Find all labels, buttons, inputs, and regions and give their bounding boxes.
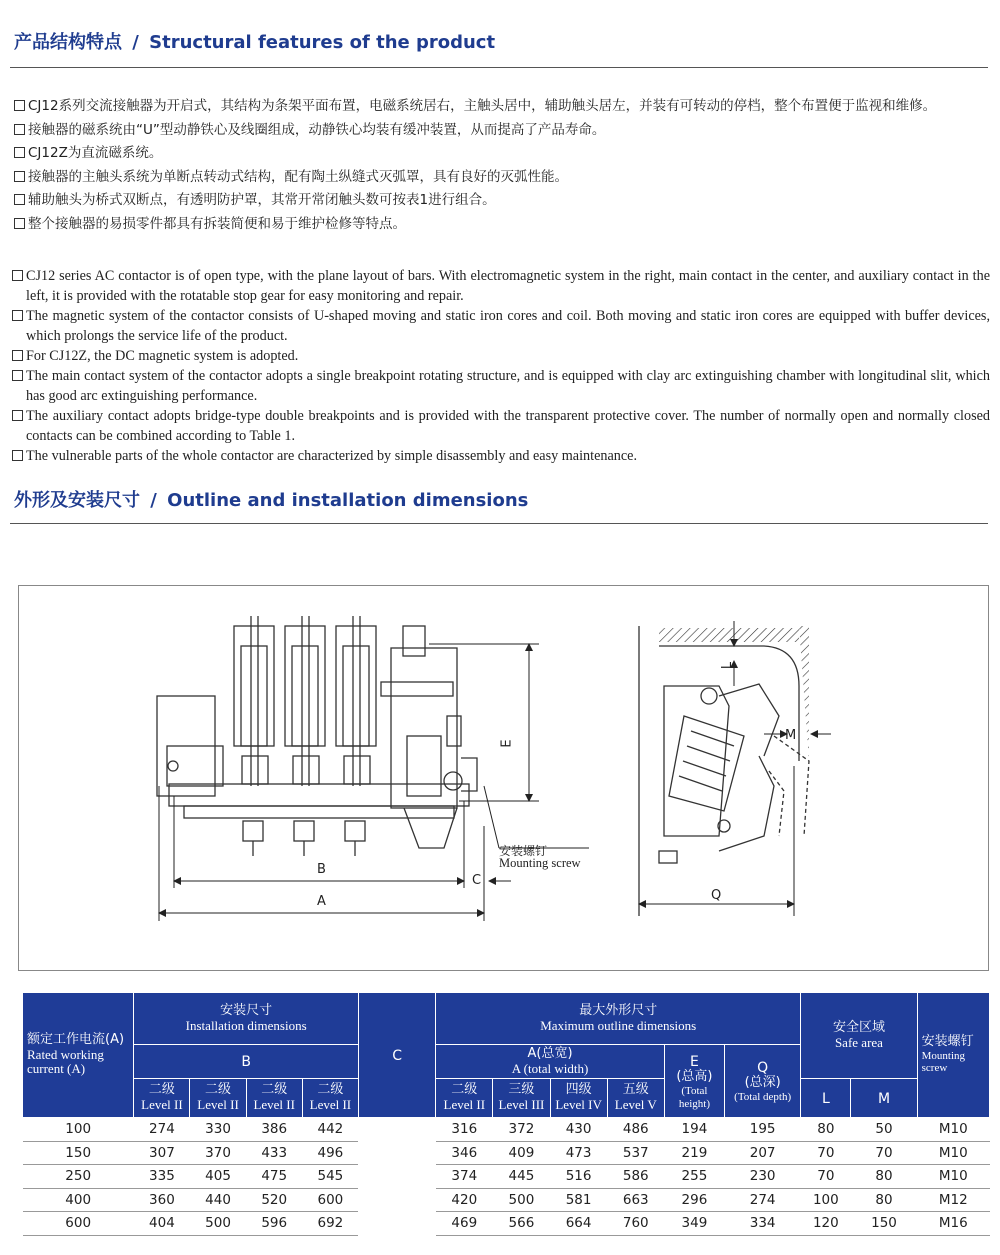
header-safe-area: 安全区域 Safe area [801, 993, 917, 1079]
dimension-label-M: M [785, 728, 797, 743]
table-cell-a1: 469 [436, 1212, 493, 1236]
table-cell-b2: 440 [190, 1188, 246, 1212]
list-item: The magnetic system of the contactor consists of U-shaped moving and static iron cores and coil. Both moving and static iron cores are equipped with buffer devices, which prolongs the service life of the product. [12, 306, 990, 346]
table-cell-m: 80 [851, 1165, 917, 1189]
header-level: 二级 Level II [246, 1079, 302, 1118]
table-cell-a4: 760 [607, 1212, 664, 1236]
header-level: 二级 Level II [134, 1079, 190, 1118]
features-cn-list [14, 95, 992, 236]
list-item: CJ12 series AC contactor is of open type, with the plane layout of bars. With electromagnetic system in the right, main contact in the center, and auxiliary contact in the left, it is provided with the rotatable stop gear for easy monitoring and repair. [12, 266, 990, 306]
list-item: The main contact system of the contactor adopts a single breakpoint rotating structure, and is equipped with clay arc extinguishing chamber with longitudinal slit, which has good arc extinguishing performance. [12, 366, 990, 406]
table-cell-a3: 430 [550, 1118, 607, 1142]
table-cell-b4: 545 [302, 1165, 358, 1189]
table-cell-rated: 600 [23, 1212, 134, 1236]
header-Q: Q (总深) (Total depth) [725, 1045, 801, 1118]
table-cell-rated: 250 [23, 1165, 134, 1189]
table-cell-b1: 307 [134, 1141, 190, 1165]
table-cell-b2: 500 [190, 1212, 246, 1236]
header-level: 二级 Level II [436, 1079, 493, 1118]
features-en-list [12, 266, 990, 466]
dimension-label-B: B [317, 862, 326, 877]
table-cell-rated: 100 [23, 1118, 134, 1142]
dimension-label-E: E [499, 739, 515, 748]
heading-separator: / [150, 490, 157, 511]
table-cell-b2: 405 [190, 1165, 246, 1189]
list-item: The auxiliary contact adopts bridge-type double breakpoints and is provided with the transparent protective cover. The number of normally open and normally closed contacts can be combined according to Table 1. [12, 406, 990, 446]
dimension-label-Q: Q [711, 888, 722, 903]
table-cell-e: 296 [664, 1188, 724, 1212]
table-cell-a1: 346 [436, 1141, 493, 1165]
list-item: CJ12Z为直流磁系统。 [14, 142, 992, 166]
table-cell-a3: 664 [550, 1212, 607, 1236]
table-cell-a3: 581 [550, 1188, 607, 1212]
table-cell-b1: 404 [134, 1212, 190, 1236]
heading-separator: / [132, 32, 139, 53]
table-cell-b4: 442 [302, 1118, 358, 1142]
list-item: CJ12系列交流接触器为开启式，其结构为条架平面布置，电磁系统居右，主触头居中，辅助触头居左，并装有可转动的停档，整个布置便于监视和维修。 [14, 95, 992, 119]
table-cell-a2: 372 [493, 1118, 550, 1142]
mounting-screw-label-en: Mounting screw [499, 856, 581, 870]
table-cell-a3: 473 [550, 1141, 607, 1165]
table-cell-m: 50 [851, 1118, 917, 1142]
table-cell-l: 80 [801, 1118, 851, 1142]
table-cell-a1: 316 [436, 1118, 493, 1142]
table-cell-q: 207 [725, 1141, 801, 1165]
table-cell-b2: 370 [190, 1141, 246, 1165]
checkbox-icon [14, 100, 25, 111]
table-cell-e: 194 [664, 1118, 724, 1142]
table-cell-screw: M10 [917, 1141, 989, 1165]
header-C: C [358, 993, 435, 1118]
table-cell-b3: 386 [246, 1118, 302, 1142]
header-E: E (总高) (Total height) [664, 1045, 724, 1118]
dimension-label-L: L [720, 661, 736, 670]
table-cell-a2: 409 [493, 1141, 550, 1165]
header-level: 二级 Level II [190, 1079, 246, 1118]
header-L: L [801, 1079, 851, 1118]
header-level: 四级 Level IV [550, 1079, 607, 1118]
section-heading-dimensions [14, 486, 528, 512]
table-cell-e: 219 [664, 1141, 724, 1165]
checkbox-icon [12, 270, 23, 281]
table-cell-b1: 274 [134, 1118, 190, 1142]
table-cell-l: 70 [801, 1165, 851, 1189]
table-body [23, 1118, 990, 1236]
checkbox-icon [12, 350, 23, 361]
table-cell-screw: M10 [917, 1118, 989, 1142]
table-cell-a4: 537 [607, 1141, 664, 1165]
table-cell-a4: 486 [607, 1118, 664, 1142]
table-cell-q: 334 [725, 1212, 801, 1236]
table-cell-b3: 475 [246, 1165, 302, 1189]
header-M: M [851, 1079, 917, 1118]
list-item: 整个接触器的易损零件都具有拆装简便和易于维护检修等特点。 [14, 213, 992, 237]
list-item: For CJ12Z, the DC magnetic system is adopted. [12, 346, 990, 366]
dimensions-table-wrap [22, 992, 990, 1236]
table-cell-b3: 433 [246, 1141, 302, 1165]
table-row [23, 1141, 990, 1165]
contactor-drawing-svg [19, 586, 990, 972]
heading-cn: 外形及安装尺寸 [14, 490, 140, 511]
table-cell-rated: 150 [23, 1141, 134, 1165]
table-cell-rated: 400 [23, 1188, 134, 1212]
header-max-outline: 最大外形尺寸 Maximum outline dimensions [436, 993, 801, 1045]
checkbox-icon [12, 370, 23, 381]
dimension-label-C: C [472, 873, 482, 888]
list-item: 接触器的磁系统由“U”型动静铁心及线圈组成，动静铁心均装有缓冲装置，从而提高了产品寿命。 [14, 119, 992, 143]
table-row [23, 1188, 990, 1212]
list-item: 辅助触头为桥式双断点，有透明防护罩，其常开常闭触头数可按表1进行组合。 [14, 189, 992, 213]
header-B: B [134, 1045, 359, 1079]
table-cell-screw: M10 [917, 1165, 989, 1189]
table-row [23, 1212, 990, 1236]
header-A: A(总宽) A (total width) [436, 1045, 665, 1079]
table-cell-b1: 335 [134, 1165, 190, 1189]
list-item: 接触器的主触头系统为单断点转动式结构，配有陶土纵缝式灭弧罩，具有良好的灭弧性能。 [14, 166, 992, 190]
table-cell-l: 100 [801, 1188, 851, 1212]
table-cell-a1: 374 [436, 1165, 493, 1189]
checkbox-icon [14, 171, 25, 182]
table-cell-b3: 520 [246, 1188, 302, 1212]
table-cell-b2: 330 [190, 1118, 246, 1142]
table-cell-screw: M12 [917, 1188, 989, 1212]
heading-en: Outline and installation dimensions [167, 490, 529, 511]
table-row [23, 1165, 990, 1189]
dimensions-table [22, 992, 990, 1236]
heading-en: Structural features of the product [149, 32, 496, 53]
checkbox-icon [12, 450, 23, 461]
table-cell-empty [358, 1141, 435, 1165]
table-cell-b4: 600 [302, 1188, 358, 1212]
table-cell-q: 274 [725, 1188, 801, 1212]
mounting-screw-label-cn: 安装螺钉 [499, 844, 548, 858]
header-mounting-screw: 安装螺钉 Mounting screw [917, 993, 989, 1118]
table-cell-empty [358, 1188, 435, 1212]
table-cell-a4: 586 [607, 1165, 664, 1189]
table-cell-l: 120 [801, 1212, 851, 1236]
checkbox-icon [14, 194, 25, 205]
header-level: 二级 Level II [302, 1079, 358, 1118]
table-cell-q: 230 [725, 1165, 801, 1189]
header-rated-current: 额定工作电流(A) Rated working current (A) [23, 993, 134, 1118]
table-cell-b1: 360 [134, 1188, 190, 1212]
table-cell-b4: 692 [302, 1212, 358, 1236]
table-cell-a2: 500 [493, 1188, 550, 1212]
checkbox-icon [12, 410, 23, 421]
side-view [639, 626, 809, 916]
table-cell-b4: 496 [302, 1141, 358, 1165]
checkbox-icon [14, 124, 25, 135]
checkbox-icon [12, 310, 23, 321]
heading-cn: 产品结构特点 [14, 32, 122, 53]
table-cell-m: 70 [851, 1141, 917, 1165]
list-item: The vulnerable parts of the whole contactor are characterized by simple disassembly and easy maintenance. [12, 446, 990, 466]
table-cell-b3: 596 [246, 1212, 302, 1236]
table-cell-empty [358, 1165, 435, 1189]
table-row [23, 1118, 990, 1142]
table-cell-screw: M16 [917, 1212, 989, 1236]
table-cell-e: 255 [664, 1165, 724, 1189]
dimension-label-A: A [317, 894, 326, 909]
table-cell-a2: 566 [493, 1212, 550, 1236]
table-cell-q: 195 [725, 1118, 801, 1142]
checkbox-icon [14, 147, 25, 158]
front-view [157, 616, 477, 856]
outline-drawing [18, 585, 989, 971]
section-divider [10, 67, 988, 68]
section-heading-structural [14, 28, 495, 54]
table-cell-empty [358, 1212, 435, 1236]
table-cell-l: 70 [801, 1141, 851, 1165]
table-cell-a4: 663 [607, 1188, 664, 1212]
table-cell-a2: 445 [493, 1165, 550, 1189]
table-cell-m: 150 [851, 1212, 917, 1236]
table-cell-m: 80 [851, 1188, 917, 1212]
header-level: 三级 Level III [493, 1079, 550, 1118]
checkbox-icon [14, 218, 25, 229]
table-cell-e: 349 [664, 1212, 724, 1236]
header-installation: 安装尺寸 Installation dimensions [134, 993, 359, 1045]
header-level: 五级 Level V [607, 1079, 664, 1118]
table-cell-a1: 420 [436, 1188, 493, 1212]
section-divider [10, 523, 988, 524]
table-cell-empty [358, 1118, 435, 1142]
table-cell-a3: 516 [550, 1165, 607, 1189]
